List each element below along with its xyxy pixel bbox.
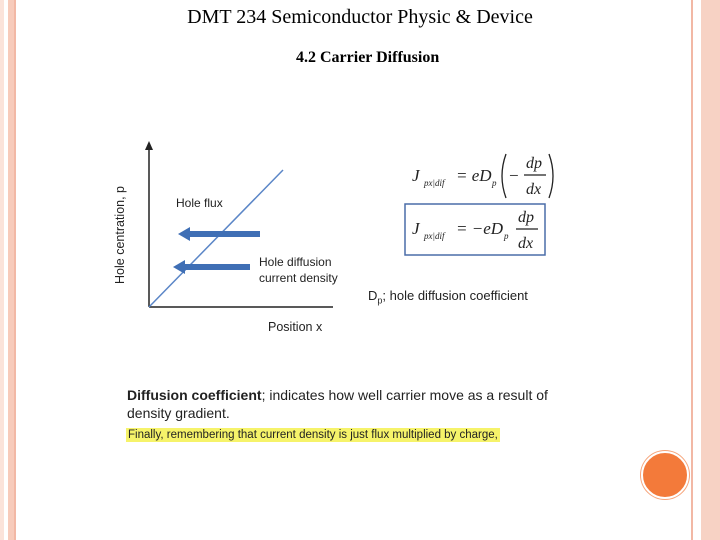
eq1-left-paren bbox=[502, 154, 506, 198]
right-border-line bbox=[691, 0, 693, 540]
highlighted-sentence: Finally, remembering that current density is just flux multiplied by charge, bbox=[128, 429, 498, 441]
hole-diffusion-label-line2: current density bbox=[259, 271, 338, 285]
d-symbol: D bbox=[368, 288, 378, 303]
hole-flux-label: Hole flux bbox=[176, 196, 223, 210]
hole-diffusion-diagram bbox=[108, 135, 358, 340]
eq2-j: J bbox=[412, 219, 420, 238]
y-axis-arrowhead bbox=[145, 141, 153, 150]
diffusion-rest-text: ; indicates how well carrier move as a result of density gradient. bbox=[127, 387, 548, 421]
eq2-rhs-subscript: p bbox=[504, 231, 509, 241]
equation-2 bbox=[404, 203, 546, 256]
eq1-rhs: = eD bbox=[456, 166, 492, 185]
eq1-subscript: px|dif bbox=[424, 178, 445, 188]
slide-subtitle: 4.2 Carrier Diffusion bbox=[296, 49, 440, 66]
eq2-numerator: dp bbox=[518, 209, 534, 226]
left-decorative-border bbox=[0, 0, 16, 540]
diffusion-current-arrowhead bbox=[173, 260, 185, 274]
diffusion-bold-term: Diffusion coefficient bbox=[127, 387, 262, 403]
x-axis-label: Position x bbox=[268, 320, 323, 334]
orange-decorative-circle bbox=[641, 451, 689, 499]
hole-diffusion-label-line1: Hole diffusion bbox=[259, 255, 332, 269]
eq1-numerator: dp bbox=[526, 155, 542, 172]
slide-title: DMT 234 Semiconductor Physic & Device bbox=[187, 6, 533, 28]
eq1-denominator: dx bbox=[526, 181, 542, 198]
eq1-rhs-subscript: p bbox=[492, 178, 497, 188]
d-description: ; hole diffusion coefficient bbox=[382, 288, 528, 303]
hole-flux-arrowhead bbox=[178, 227, 190, 241]
y-axis-label: Hole centration, p bbox=[113, 186, 127, 284]
right-decorative-border bbox=[690, 0, 720, 540]
eq1-minus: − bbox=[509, 166, 519, 185]
diffusion-description bbox=[127, 386, 587, 422]
d-subscript: p bbox=[377, 295, 383, 306]
eq2-rhs: = −eD bbox=[456, 219, 504, 238]
eq2-denominator: dx bbox=[518, 235, 534, 252]
concentration-line bbox=[149, 170, 283, 307]
eq2-subscript: px|dif bbox=[424, 231, 445, 241]
hole-flux-arrow-shaft bbox=[188, 231, 260, 237]
diffusion-current-arrow-shaft bbox=[183, 264, 250, 270]
eq1-right-paren bbox=[549, 154, 553, 198]
eq1-j: J bbox=[412, 166, 420, 185]
equation-1 bbox=[406, 148, 556, 204]
diffusion-coefficient-label bbox=[368, 288, 528, 306]
